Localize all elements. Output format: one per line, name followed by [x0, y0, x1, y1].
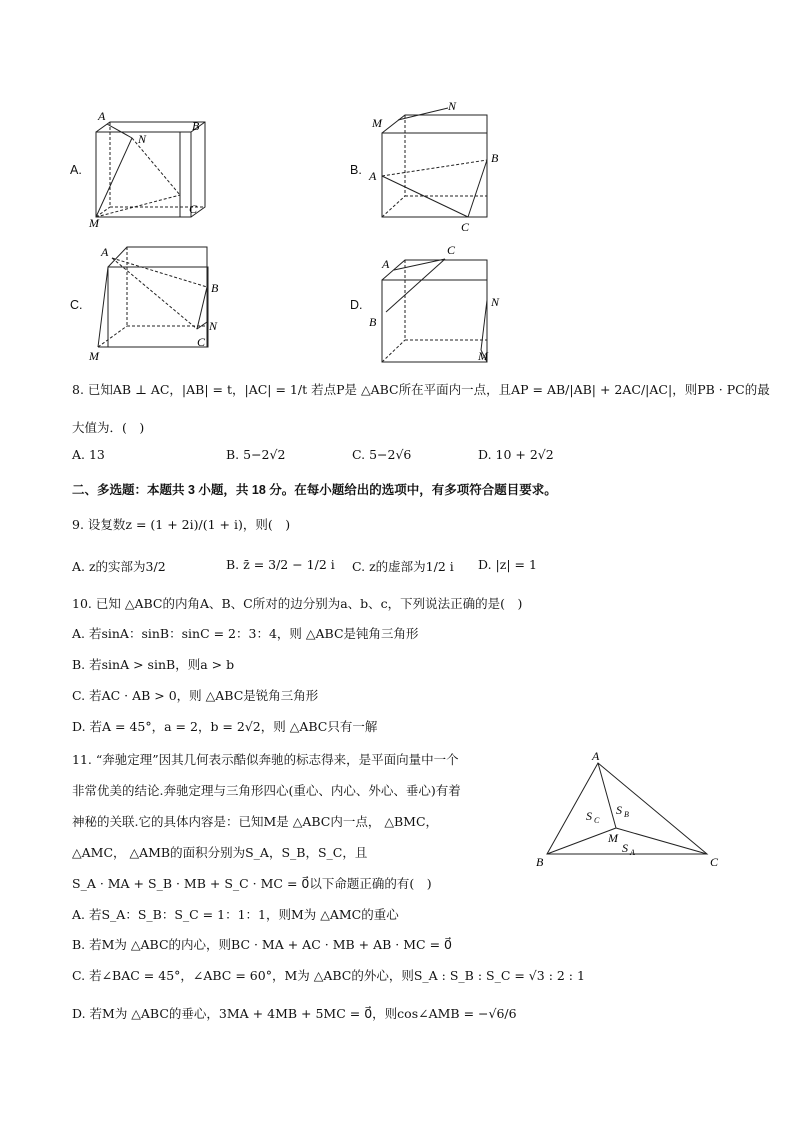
q11-option-b: B. 若M为 △ABC的内心，则BC · MA + AC · MB + AB · MC = 0⃗ [72, 937, 452, 952]
label-A: A [369, 169, 377, 183]
tri-label-SC-sub: C [594, 816, 600, 825]
q11-line4: △AMC， △AMB的面积分别为S_A，S_B，S_C，且 [72, 845, 368, 860]
q10-option-a: A. 若sinA：sinB：sinC = 2：3：4，则 △ABC是钝角三角形 [72, 626, 419, 641]
q11-line3: 神秘的关联.它的具体内容是：已知M是 △ABC内一点， △BMC， [72, 814, 439, 829]
tri-label-B: B [536, 855, 544, 869]
figure-b [350, 98, 510, 238]
figure-a [70, 105, 220, 230]
q9-option-c: C. z的虚部为1/2 i [352, 559, 454, 574]
figure-a-drawing [70, 105, 220, 230]
label-M: M [372, 116, 382, 130]
q9-option-d: D. |z| = 1 [478, 557, 537, 572]
label-M: M [89, 216, 99, 230]
figure-c-drawing [70, 242, 230, 367]
q10-option-c: C. 若AC · AB > 0，则 △ABC是锐角三角形 [72, 688, 319, 703]
figure-b-drawing [350, 98, 510, 238]
label-A: A [98, 109, 106, 123]
q11-option-d: D. 若M为 △ABC的垂心，3MA + 4MB + 5MC = 0⃗，则cos∠AMB = −√6/6 [72, 1006, 517, 1021]
tri-label-SB-sub: B [624, 810, 629, 819]
q8-option-d: D. 10 + 2√2 [478, 447, 554, 462]
figure-triangle [530, 748, 730, 873]
q9-option-b: B. z̄ = 3/2 − 1/2 i [226, 557, 335, 572]
q9-stem: 9. 设复数z = (1 + 2i)/(1 + i)，则( ) [72, 517, 291, 532]
tri-label-SB: S [616, 803, 622, 817]
label-A: A [101, 245, 109, 259]
tri-label-C: C [710, 855, 719, 869]
label-C: C [189, 202, 198, 216]
label-N: N [491, 295, 500, 309]
label-B: B [192, 119, 200, 133]
figure-c-option: C. [70, 298, 83, 312]
tri-label-SC: S [586, 809, 592, 823]
figure-c [70, 242, 230, 367]
tri-label-SA: S [622, 841, 628, 855]
label-C: C [461, 220, 470, 234]
q8-line2: 大值为．( ) [72, 420, 145, 435]
label-A: A [382, 257, 390, 271]
q11-line2: 非常优美的结论.奔驰定理与三角形四心(重心、内心、外心、垂心)有着 [72, 783, 461, 798]
label-C: C [447, 243, 456, 257]
tri-label-SA-sub: A [630, 848, 635, 857]
figure-d-option: D. [350, 298, 363, 312]
triangle-drawing [530, 748, 730, 873]
q8-line1: 8. 已知AB ⊥ AC，|AB| = t，|AC| = 1/t 若点P是 △ABC所在平面内一点，且AP = AB/|AB| + 2AC/|AC|，则PB · PC的最 [72, 382, 770, 397]
figure-d [350, 242, 510, 367]
label-N: N [138, 132, 147, 146]
label-B: B [211, 281, 219, 295]
figure-b-option: B. [350, 163, 362, 177]
q11-option-c: C. 若∠BAC = 45°，∠ABC = 60°，M为 △ABC的外心，则S_A : S_B : S_C = √3 : 2 : 1 [72, 968, 585, 983]
label-B: B [491, 151, 499, 165]
label-C: C [197, 335, 206, 349]
q8-option-a: A. 13 [72, 447, 105, 462]
q11-option-a: A. 若S_A：S_B：S_C = 1：1：1，则M为 △AMC的重心 [72, 907, 399, 922]
label-N: N [209, 319, 218, 333]
q10-option-b: B. 若sinA > sinB，则a > b [72, 657, 235, 672]
q10-stem: 10. 已知 △ABC的内角A、B、C所对的边分别为a、b、c，下列说法正确的是( ) [72, 596, 523, 611]
label-B: B [369, 315, 377, 329]
q8-option-b: B. 5−2√2 [226, 447, 286, 462]
label-M: M [89, 349, 99, 363]
label-M: M [478, 349, 488, 363]
tri-label-M: M [608, 831, 618, 845]
q11-line5: S_A · MA + S_B · MB + S_C · MC = 0⃗以下命题正确的有( ) [72, 876, 432, 891]
figure-d-drawing [350, 242, 510, 367]
q9-option-a: A. z的实部为3/2 [72, 559, 166, 574]
figure-a-option: A. [70, 163, 82, 177]
label-N: N [448, 99, 457, 113]
tri-label-A: A [592, 749, 600, 763]
q10-option-d: D. 若A = 45°，a = 2，b = 2√2，则 △ABC只有一解 [72, 719, 378, 734]
section-heading: 二、多选题：本题共 3 小题，共 18 分。在每小题给出的选项中，有多项符合题目要求。 [72, 483, 557, 497]
q8-option-c: C. 5−2√6 [352, 447, 412, 462]
q11-line1: 11. “奔驰定理”因其几何表示酷似奔驰的标志得来，是平面向量中一个 [72, 752, 459, 767]
